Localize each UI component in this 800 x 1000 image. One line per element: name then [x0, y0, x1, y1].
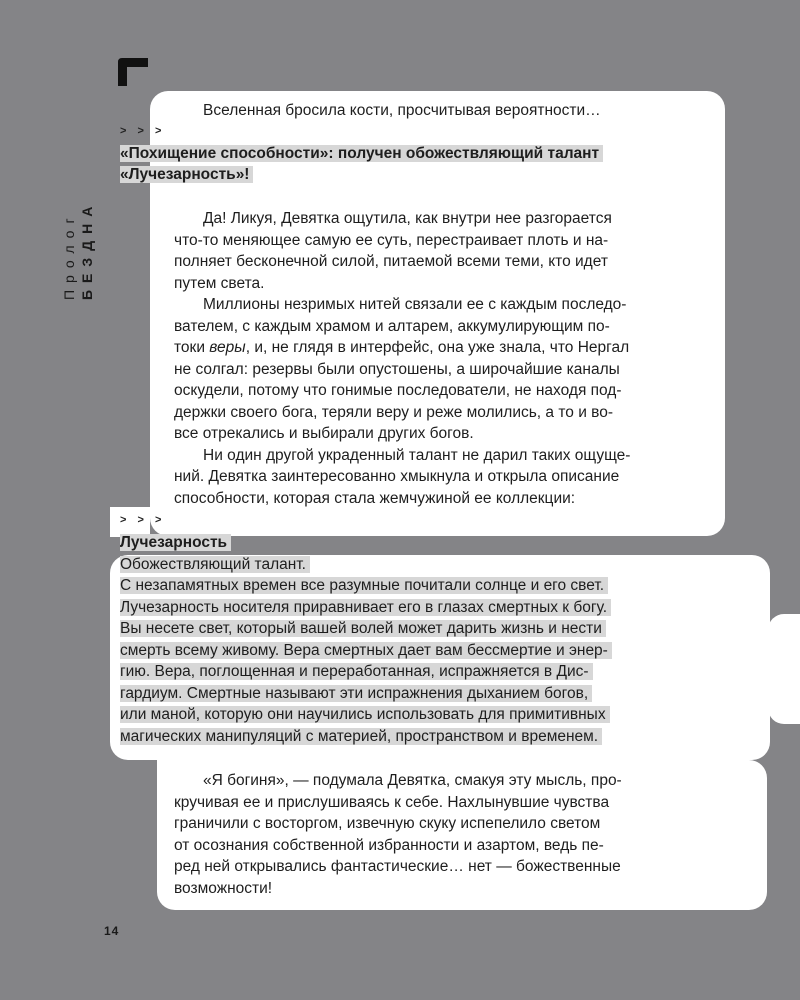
intro-line: Вселенная бросила кости, просчитывая вероятности… — [203, 102, 601, 119]
notice-arrows: > > > — [120, 125, 166, 137]
paragraph-3-line-1: Ни один другой украденный талант не дарил таких ощуще- — [203, 447, 631, 464]
page-edge-tab — [768, 614, 800, 724]
paragraph-4-line-6: возможности! — [174, 880, 273, 897]
paragraph-3-line-3: способности, которая стала жемчужиной ее коллекции: — [174, 490, 576, 507]
paragraph-4-line-2: кручивая ее и прислушиваясь к себе. Нахлынувшие чувства — [174, 794, 610, 811]
paragraph-2-line-3: токи веры, и, не глядя в интерфейс, она уже знала, что Нергал — [174, 339, 630, 356]
chapter-side-label — [60, 60, 104, 300]
paragraph-1-line-2: что-то меняющее самую ее суть, перестраивает плоть и на- — [174, 232, 609, 249]
ability-name: Лучезарность — [120, 532, 231, 554]
paragraph-2-line-2: вателем, с каждым храмом и алтарем, аккумулирующим по- — [174, 318, 610, 335]
ability-line-7: гардиум. Смертные называют эти испражнения дыханием богов, — [120, 683, 592, 705]
notice-line-1: «Похищение способности»: получен обожествляющий талант — [120, 143, 603, 165]
paragraph-2-line-7: все отрекались и выбирали других богов. — [174, 425, 474, 442]
ability-line-6: гию. Вера, поглощенная и переработанная, испражняется в Дис- — [120, 661, 593, 683]
ability-line-5: смерть всему живому. Вера смертных дает вам бессмертие и энер- — [120, 640, 612, 662]
corner-bracket-icon — [118, 58, 148, 86]
paragraph-2-line-6: держки своего бога, теряли веру и реже молились, а то и во- — [174, 404, 614, 421]
ability-arrows: > > > — [120, 514, 166, 526]
paragraph-1-line-4: путем света. — [174, 275, 265, 292]
paragraph-4-line-5: ред ней открывались фантастические… нет — божественные — [174, 858, 621, 875]
paragraph-4-line-3: граничили с восторгом, извечную скуку испепелило светом — [174, 815, 601, 832]
paragraph-4-line-4: от осознания собственной избранности и азартом, ведь пе- — [174, 837, 604, 854]
page-number: 14 — [104, 924, 120, 938]
paragraph-4-line-1: «Я богиня», — подумала Девятка, смакуя эту мысль, про- — [203, 772, 622, 789]
notice-line-2: «Лучезарность»! — [120, 164, 253, 186]
chapter-title: БЕЗДНА — [79, 199, 95, 300]
paragraph-3-line-2: ний. Девятка заинтересованно хмыкнула и открыла описание — [174, 468, 620, 485]
ability-line-1: Обожествляющий талант. — [120, 554, 310, 576]
paragraph-2-line-1: Миллионы незримых нитей связали ее с каждым последо- — [203, 296, 627, 313]
paragraph-2-line-5: оскудели, потому что гонимые последователи, не находя под- — [174, 382, 622, 399]
ability-line-4: Вы несете свет, который вашей волей может дарить жизнь и нести — [120, 618, 606, 640]
ability-line-3: Лучезарность носителя приравнивает его в глазах смертных к богу. — [120, 597, 611, 619]
paragraph-1-line-3: полняет бесконечной силой, питаемой всеми теми, кто идет — [174, 253, 608, 270]
ability-line-8: или маной, которую они научились использовать для примитивных — [120, 704, 610, 726]
ability-line-2: С незапамятных времен все разумные почитали солнце и его свет. — [120, 575, 608, 597]
ability-line-9: магических манипуляций с материей, пространством и временем. — [120, 726, 602, 748]
paragraph-1-line-1: Да! Ликуя, Девятка ощутила, как внутри нее разгорается — [203, 210, 612, 227]
paragraph-2-line-4: не солгал: резервы были опустошены, а широчайшие каналы — [174, 361, 620, 378]
chapter-label: Пролог — [61, 211, 77, 300]
